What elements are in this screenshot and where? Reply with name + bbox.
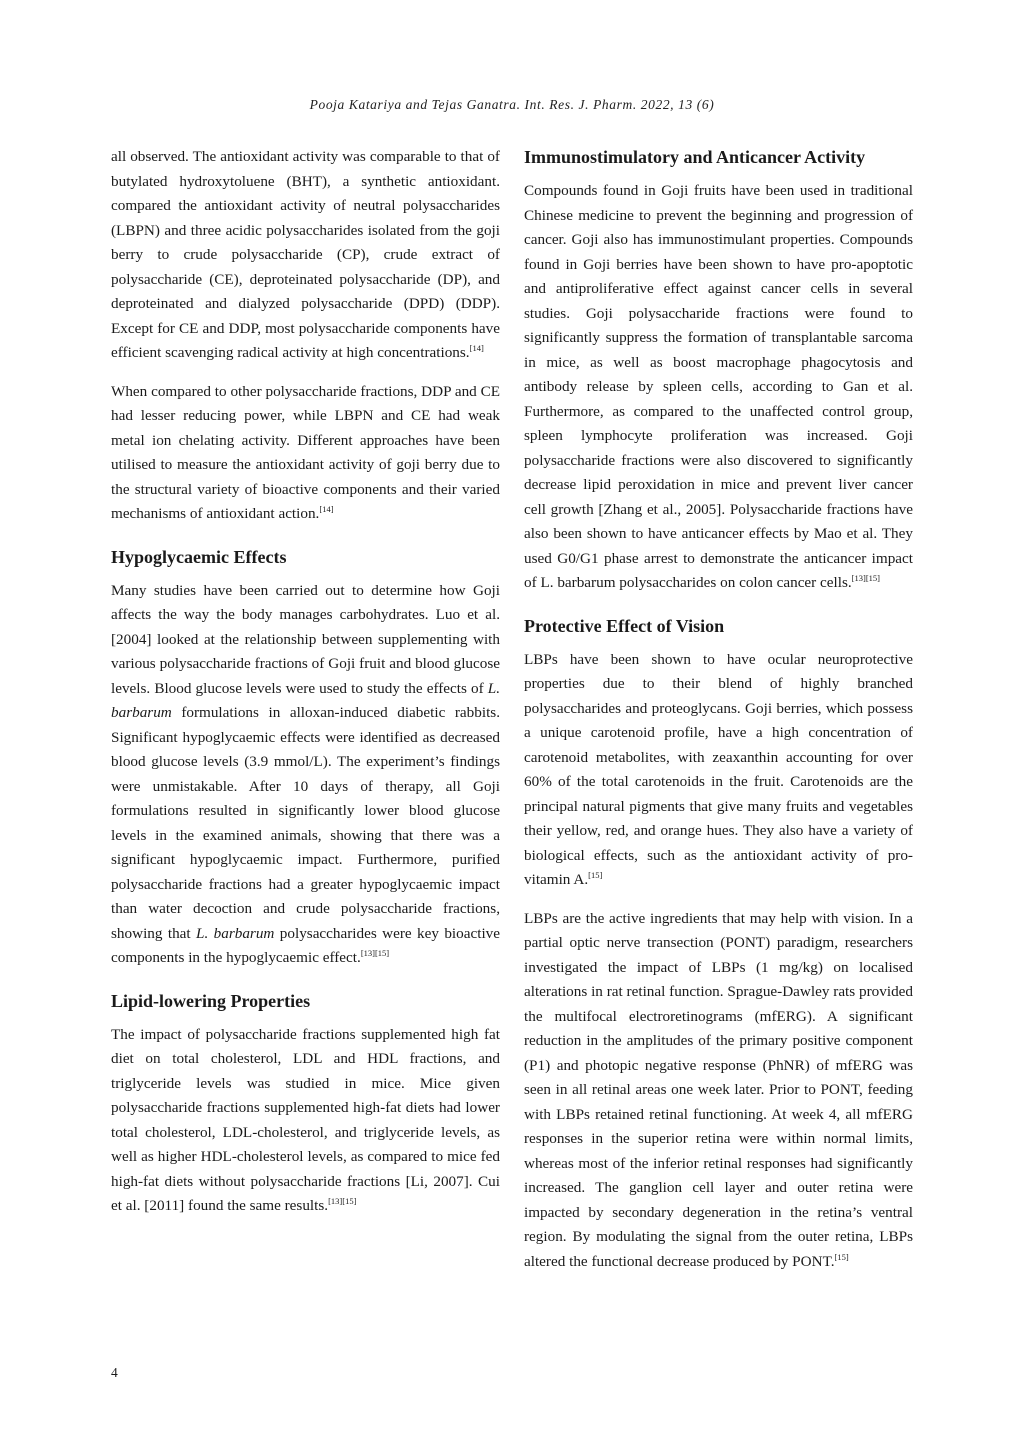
paragraph-text: Many studies have been carried out to determine how Goji affects the way the body manages carbohydrates. Luo et al. [2004] looked at the relationship between supplementing with various polysaccharide fractions of Goji fruit and blood glucose levels. Blood glucose levels were used to study the effects of [111,581,500,697]
heading-vision: Protective Effect of Vision [524,615,725,636]
citation: [13][15] [328,1196,357,1206]
heading-immunostimulatory: Immunostimulatory and Anticancer Activity [524,147,866,167]
paragraph-text: polysaccharides were key bioactive components in the hypoglycaemic effect. [111,924,501,966]
paragraph-antioxidant-continued [111,145,500,366]
paragraph-text: LBPs are the active ingredients that may help with vision. In a partial optic nerve transection (PONT) paradigm, researchers investigated the impact of LBPs (1 mg/kg) on localised alterations in rat retinal function. Sprague-Dawley rats provided the multifocal electroretinograms (mfERG). A significant reduction in the amplitudes of the primary positive component (P1) and photopic negative response (PhNR) of mfERG was seen in all retinal areas one week later. Prior to PONT, feeding with LBPs retained retinal functioning. At week 4, all mfERG responses in the superior retina were within normal limits, whereas most of the inferior retinal responses had significantly increased. The ganglion cell layer and outer retina were impacted by secondary degeneration in the retina’s ventral region. By modulating the signal from the outer retina, LBPs altered the functional decrease produced by PONT. [524,909,913,1270]
citation: [14] [319,504,334,514]
paragraph-ocular-neuroprotection [524,648,913,893]
citation: [14] [469,343,484,353]
paragraph-text: formulations in alloxan-induced diabetic rabbits. Significant hypoglycaemic effects were identified as decreased blood glucose levels (3.9 mmol/L). The experiment’s findings were unmistakable. After 10 days of therapy, all Goji formulations resulted in significantly lower blood glucose levels in the examined animals, showing that there was a significant hypoglycaemic impact. Furthermore, purified polysaccharide fractions had a greater hypoglycaemic impact than water decoction and crude polysaccharide fractions, showing that [111,704,500,942]
species-name: L. barbarum [196,924,275,942]
heading-hypoglycaemic-effects: Hypoglycaemic Effects [111,546,287,567]
paragraph-text: LBPs have been shown to have ocular neuroprotective properties due to their blend of highly branched polysaccharides and proteoglycans. Goji berries, which possess a unique carotenoid profile, have a high concentration of carotenoid metabolites, with zeaxanthin accounting for over 60% of the total carotenoids in the fruit. Carotenoids are the principal natural pigments that give many fruits and vegetables their yellow, red, and orange hues. They also have a variety of biological effects, such as the antioxidant activity of pro-vitamin A. [524,650,913,888]
citation: [13][15] [360,948,390,958]
citation: [15] [588,870,603,880]
paragraph-anticancer [524,179,913,596]
citation: [15] [834,1251,849,1262]
paragraph-text: Compounds found in Goji fruits have been used in traditional Chinese medicine to prevent the beginning and progression of cancer. Goji also has immunostimulant properties. Compounds found in Goji berries have been shown to have pro-apoptotic and antiproliferative effect against cancer cells in several studies. Goji polysaccharide fractions were found to significantly suppress the formation of transplantable sarcoma in mice, as well as boost macrophage phagocytosis and antibody release by spleen cells, according to Gan et al. Furthermore, as compared to the unaffected control group, spleen lymphocyte proliferation was increased. Goji polysaccharide fractions were also discovered to significantly decrease lipid peroxidation in mice and prevent liver cancer cell growth [Zhang et al., 2005]. Polysaccharide fractions have also been shown to have anticancer effects by Mao et al. They used G0/G1 phase arrest to demonstrate the anticancer impact of L. barbarum polysaccharides on colon cancer cells. [524,182,913,591]
right-column [524,145,913,1288]
heading-lipid-lowering: Lipid-lowering Properties [111,990,311,1011]
paragraph-hypoglycaemic [111,579,500,971]
paragraph-text: When compared to other polysaccharide fractions, DDP and CE had lesser reducing power, while LBPN and CE had weak metal ion chelating activity. Different approaches have been utilised to measure the antioxidant activity of goji berry due to the structural variety of bioactive components and their varied mechanisms of antioxidant action. [111,382,500,522]
paragraph-lipid-lowering [111,1023,500,1219]
paragraph-text: all observed. The antioxidant activity was comparable to that of butylated hydroxytoluene (BHT), a synthetic antioxidant. compared the antioxidant activity of neutral polysaccharides (LBPN) and three acidic polysaccharides isolated from the goji berry to crude polysaccharide (CP), crude extract of polysaccharide (CE), deproteinated polysaccharide (DP), and deproteinated and dialyzed polysaccharide (DPD) (DDP). Except for CE and DDP, most polysaccharide components have efficient scavenging radical activity at high concentrations. [111,148,500,361]
running-header: Pooja Katariya and Tejas Ganatra. Int. Res. J. Pharm. 2022, 13 (6) [309,97,715,112]
paragraph-text: The impact of polysaccharide fractions supplemented high fat diet on total cholesterol, LDL and HDL fractions, and triglyceride levels was studied in mice. Mice given polysaccharide fractions supplemented high-fat diets had lower total cholesterol, LDL-cholesterol, and triglyceride levels, as well as higher HDL-cholesterol levels, as compared to mice fed high-fat diets without polysaccharide fractions [Li, 2007]. Cui et al. [2011] found the same results. [111,1025,500,1214]
paragraph-reducing-power [111,380,500,527]
species-name: L. barbarum [111,679,500,721]
citation: [13][15] [851,573,880,583]
page-number: 4 [111,1365,118,1380]
left-column [111,145,500,1233]
paragraph-retinal-function [524,907,913,1275]
